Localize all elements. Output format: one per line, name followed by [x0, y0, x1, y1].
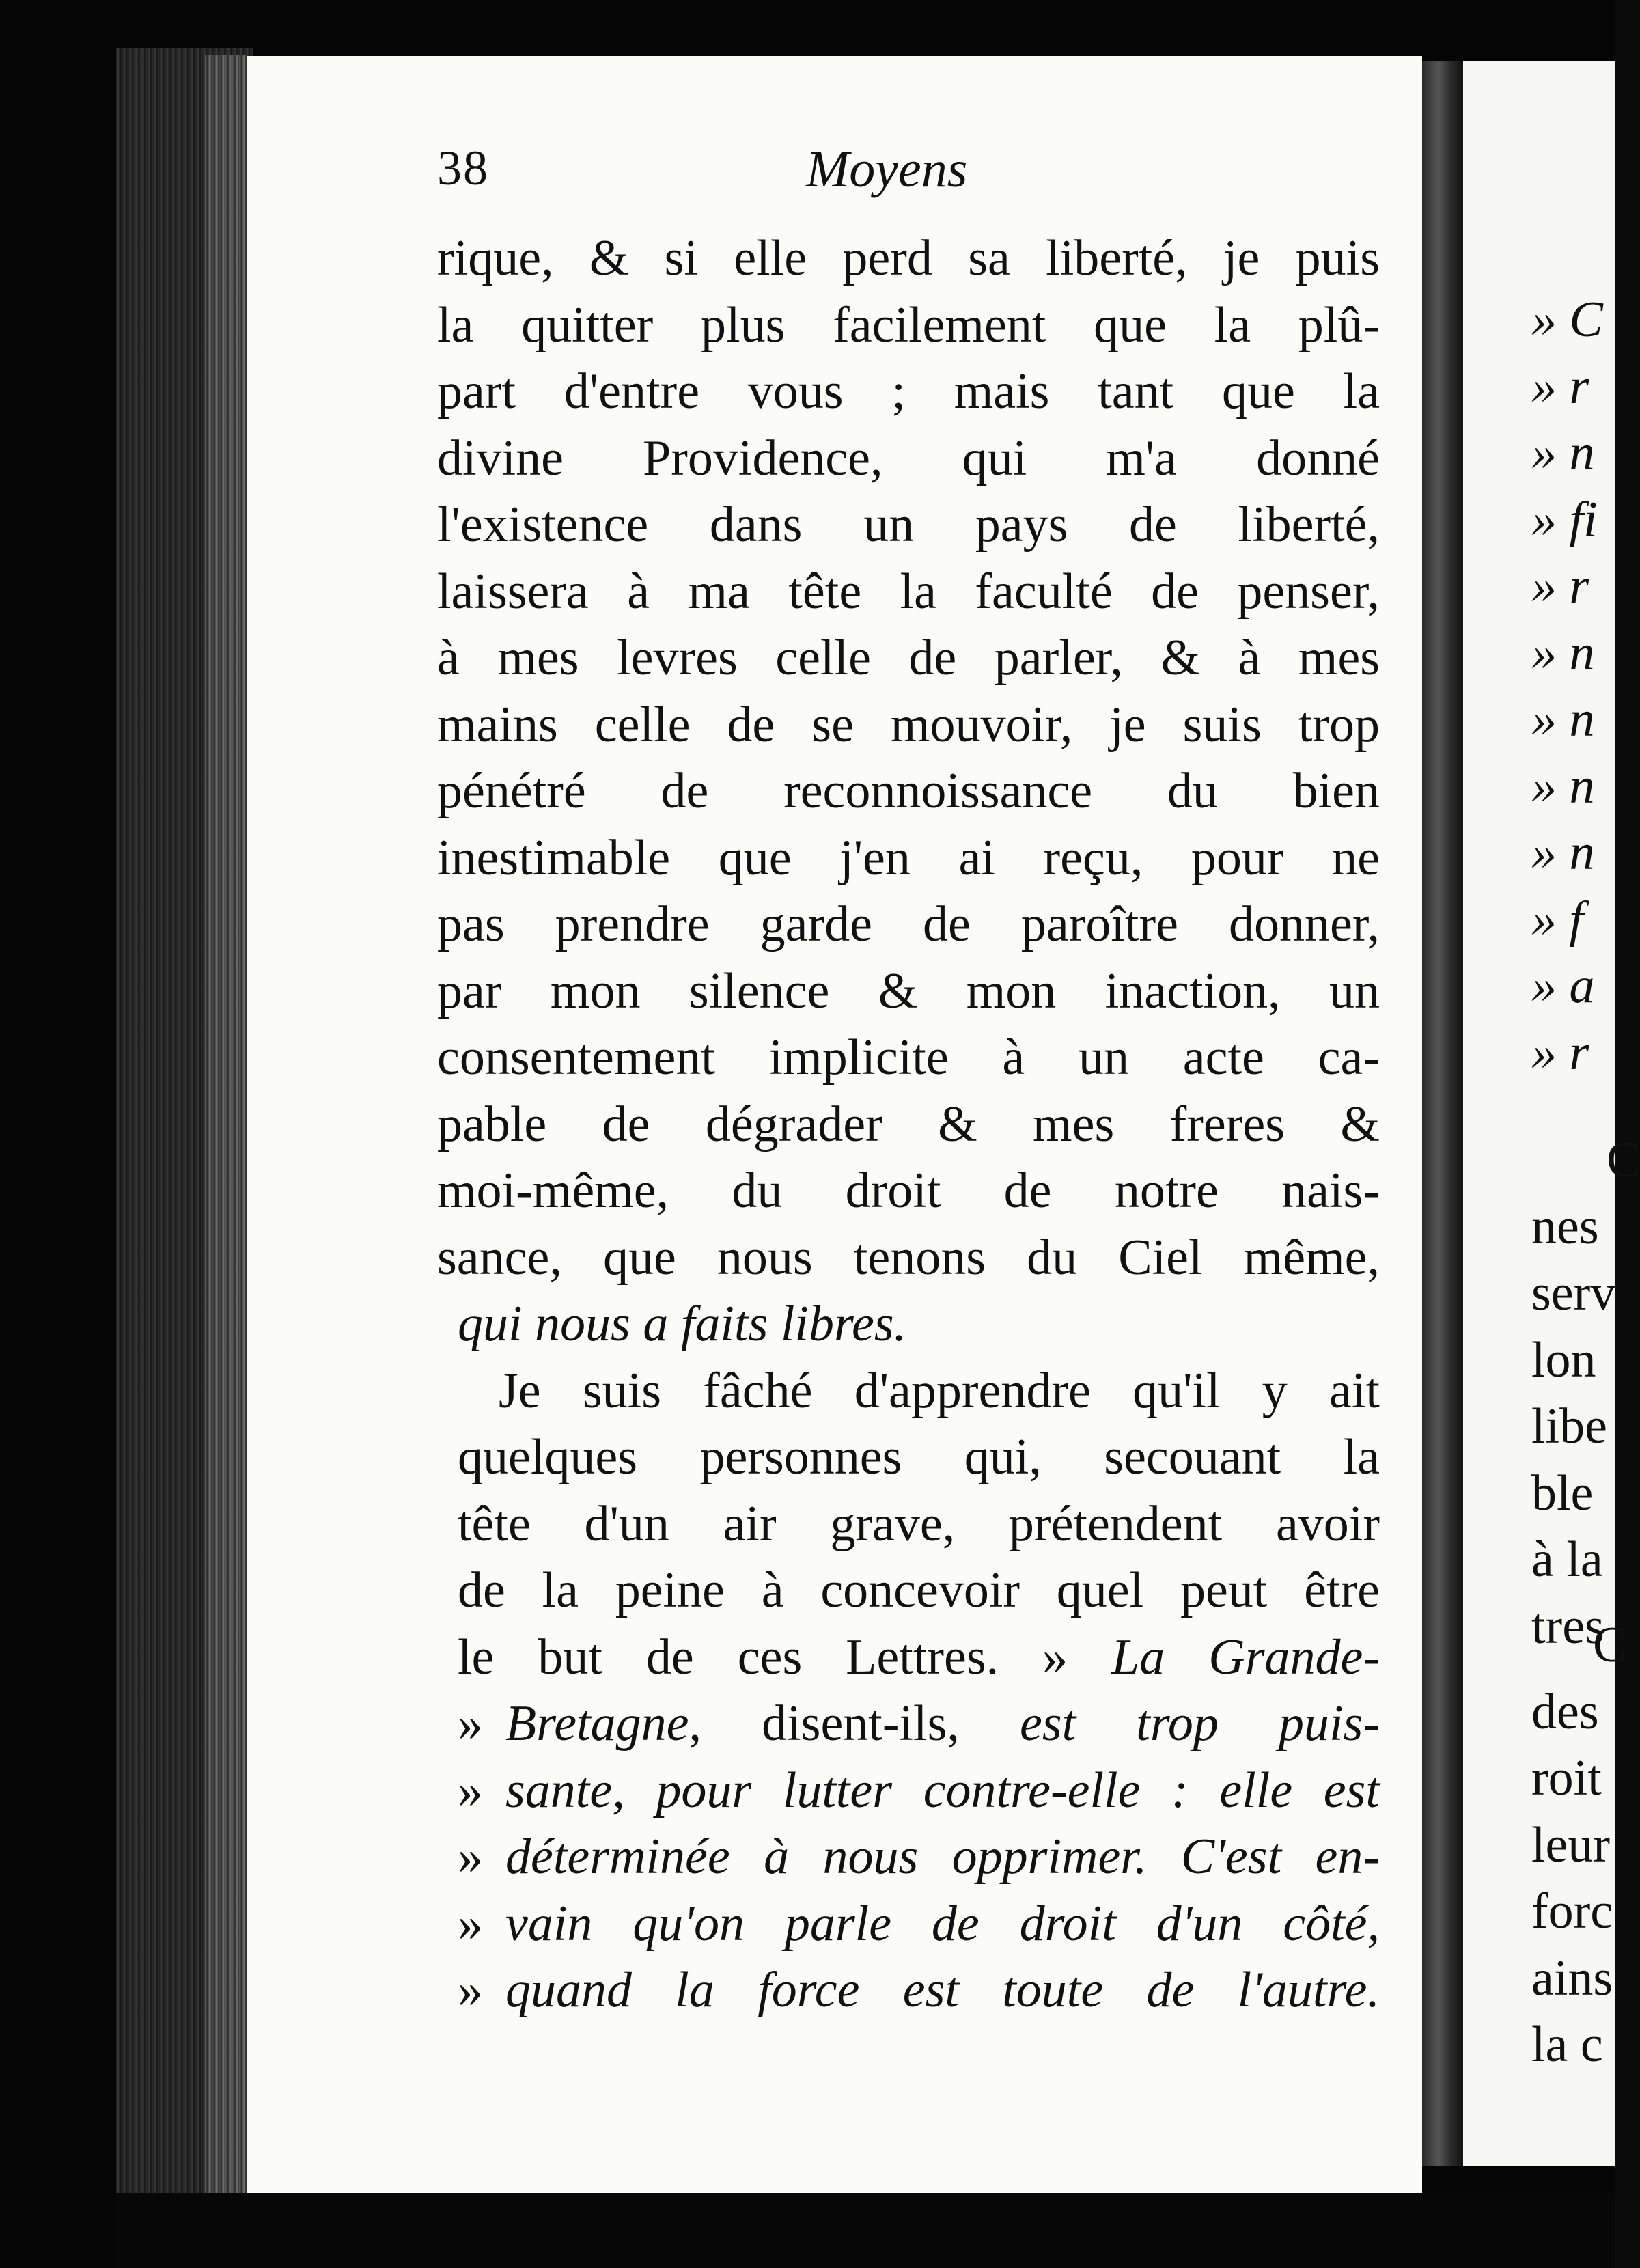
facing-line: » n — [1531, 425, 1595, 481]
text-line-italic: qui nous a faits libres. — [458, 1296, 907, 1352]
facing-line: » n — [1531, 691, 1595, 747]
facing-line: » a — [1531, 958, 1595, 1014]
text-line: tête d'un air grave, prétendent avoir — [458, 1495, 1380, 1552]
text-line: pénétré de reconnoissance du bien — [437, 763, 1380, 819]
text-line-mixed — [437, 1624, 1380, 1691]
quoted-text: quand la force est toute de l'autre. — [505, 1962, 1380, 2018]
facing-line: lon — [1531, 1331, 1596, 1388]
text-line: par mon silence & mon inaction, un — [437, 963, 1380, 1019]
facing-line: forc — [1531, 1883, 1613, 1939]
facing-line: C — [1607, 1132, 1640, 1188]
quoted-text: sante, pour lutter contre-elle : elle est — [505, 1762, 1380, 1818]
facing-page-fragment — [1463, 61, 1640, 2166]
facing-line: » r — [1531, 558, 1589, 614]
text-line: mains celle de se mouvoir, je suis trop — [437, 696, 1380, 753]
text-line: de la peine à concevoir quel peut être — [458, 1562, 1380, 1618]
paragraph-first-line: Je suis fâché d'apprendre qu'il y ait — [499, 1362, 1380, 1419]
text-line: quelques personnes qui, secouant la — [458, 1429, 1380, 1485]
facing-page-paragraph-2 — [1463, 1612, 1626, 2079]
facing-line: libe — [1531, 1398, 1607, 1454]
text-line: inestimable que j'en ai reçu, pour ne — [437, 829, 1380, 886]
facing-line: » f — [1531, 891, 1584, 948]
text-line: à mes levres celle de parler, & à mes — [437, 630, 1380, 686]
facing-line: » n — [1531, 825, 1595, 881]
facing-page-paragraph-1 — [1463, 1127, 1640, 1660]
facing-line: C — [1593, 1617, 1627, 1673]
running-title: Moyens — [806, 141, 968, 198]
text-line-quote — [437, 1891, 1380, 1958]
text-line: moi-même, du droit de notre nais- — [437, 1163, 1380, 1219]
facing-line: » r — [1531, 358, 1589, 415]
text-line: l'existence dans un pays de liberté, — [437, 497, 1380, 553]
facing-line: nes — [1531, 1198, 1599, 1255]
text-line-quote — [437, 1758, 1380, 1825]
text-line-quote — [437, 1957, 1380, 2024]
quoted-text: La Grande- — [1111, 1629, 1380, 1685]
quoted-text: Bretagne — [505, 1696, 689, 1752]
text-line: divine Providence, qui m'a donné — [437, 430, 1380, 486]
quote-mark: » — [458, 1895, 483, 1952]
book-gutter — [1422, 61, 1463, 2166]
quoted-text: déterminée à nous opprimer. C'est en- — [505, 1829, 1380, 1885]
facing-line: ains — [1531, 1950, 1613, 2006]
book-page-edges-highlight — [205, 55, 246, 2193]
text-line: la quitter plus facilement que la plû- — [437, 296, 1380, 353]
facing-line: tres — [1531, 1598, 1604, 1655]
facing-line: » n — [1531, 758, 1595, 814]
facing-line: des — [1531, 1683, 1599, 1740]
quote-mark: » — [458, 1762, 483, 1818]
facing-page-quote-block — [1463, 287, 1603, 1086]
text-line: laissera à ma tête la faculté de penser, — [437, 563, 1380, 620]
text-line-quote — [437, 1824, 1380, 1891]
facing-line: la c — [1531, 2017, 1603, 2073]
facing-line: » n — [1531, 624, 1595, 681]
text-line: sance, que nous tenons du Ciel même, — [437, 1229, 1380, 1286]
text-line: consentement implicite à un acte ca- — [437, 1029, 1380, 1085]
text-segment: , disent-ils, — [689, 1696, 960, 1752]
quote-mark: » — [458, 1829, 483, 1885]
text-line: pas prendre garde de paroître donner, — [437, 896, 1380, 952]
scan-bottom-border — [116, 2193, 1615, 2268]
text-line: pable de dégrader & mes freres & — [437, 1096, 1380, 1152]
facing-line: » fi — [1531, 491, 1598, 548]
quote-mark: » — [458, 1962, 483, 2018]
quoted-text: vain qu'on parle de droit d'un côté, — [505, 1895, 1380, 1952]
page-header — [437, 140, 1380, 208]
facing-line: serv — [1531, 1265, 1616, 1321]
facing-line: leur — [1531, 1816, 1611, 1873]
facing-line: roit — [1531, 1750, 1602, 1806]
facing-line: à la — [1531, 1532, 1603, 1588]
facing-line: » C — [1531, 292, 1603, 348]
text-line: part d'entre vous ; mais tant que la — [437, 363, 1380, 419]
text-line: rique, & si elle perd sa liberté, je puis — [437, 230, 1380, 286]
text-segment: le but de ces Lettres. » — [458, 1629, 1068, 1685]
page-number: 38 — [437, 141, 489, 195]
quote-mark: » — [458, 1696, 483, 1752]
facing-line: ble — [1531, 1465, 1594, 1521]
quoted-text: est trop puis- — [1020, 1696, 1380, 1752]
text-line-mixed — [437, 1691, 1380, 1758]
facing-line: » r — [1531, 1024, 1589, 1081]
page-body — [437, 225, 1380, 2024]
